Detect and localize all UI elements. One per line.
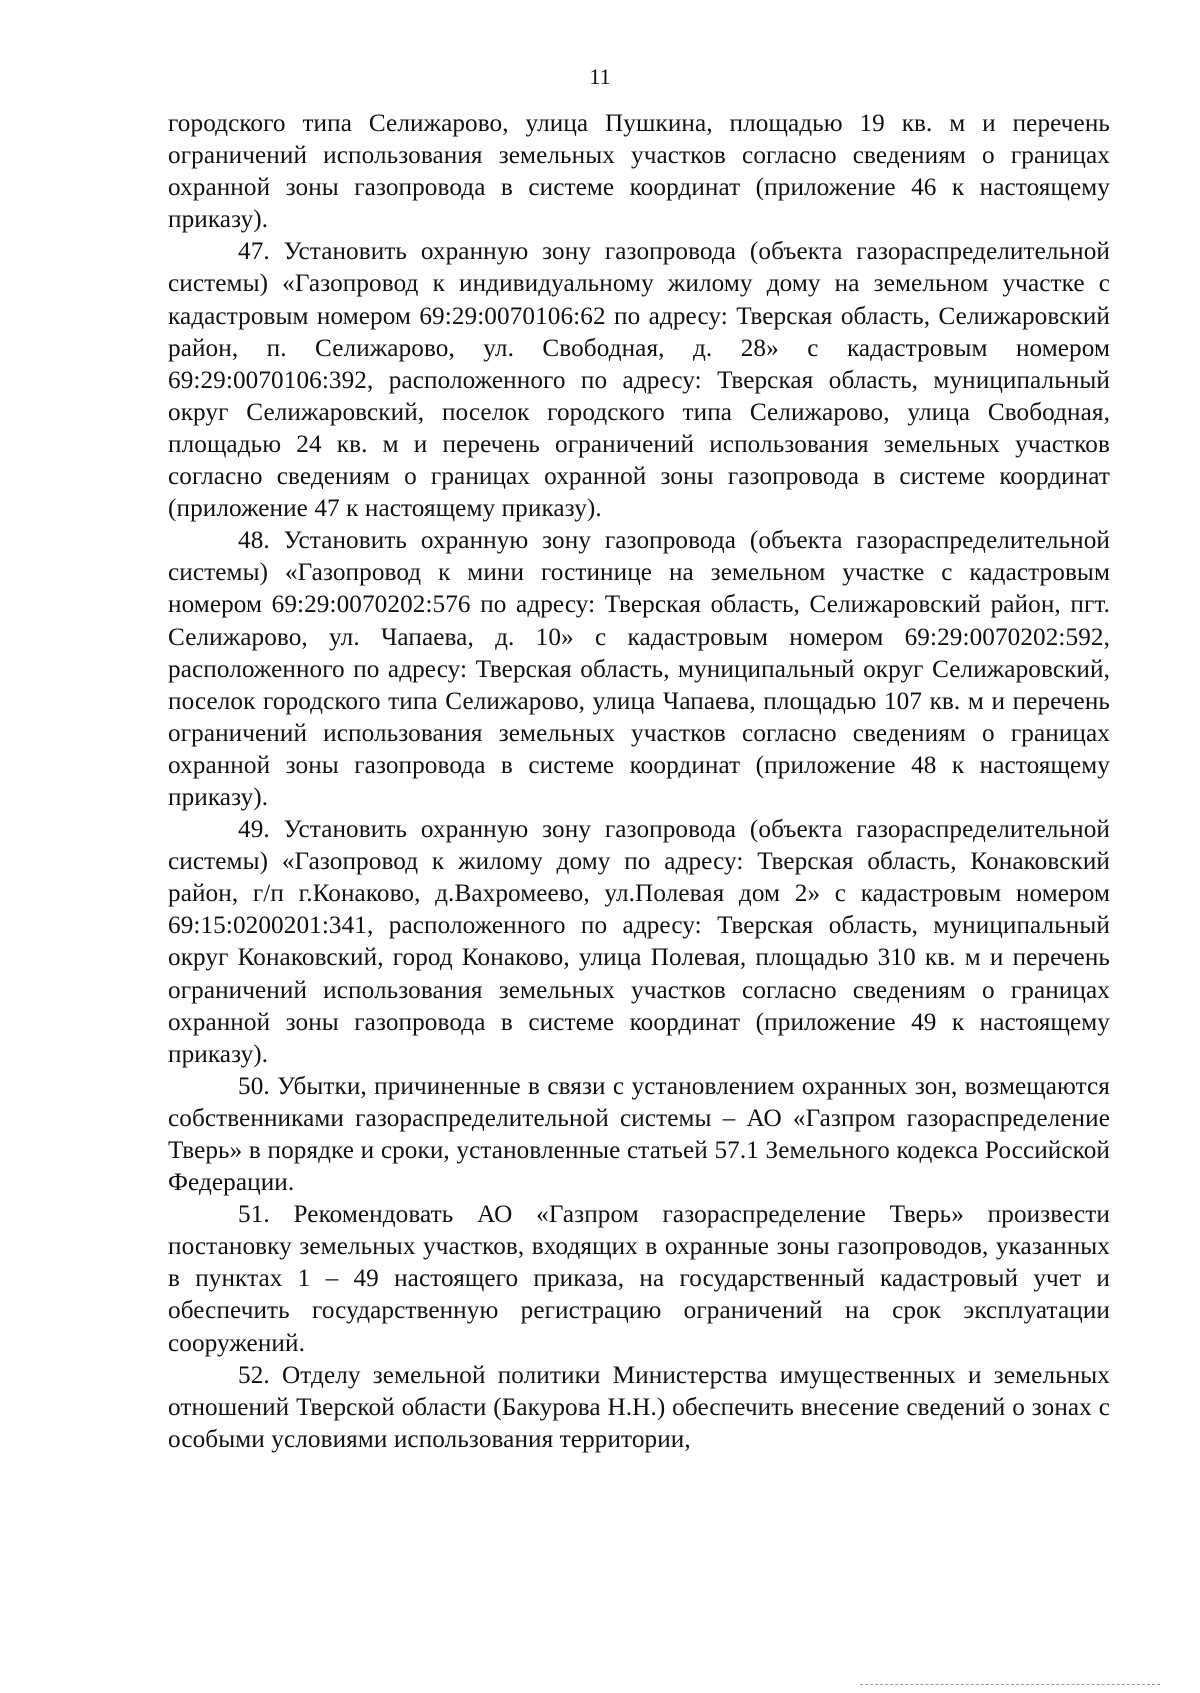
paragraph-item-52: 52. Отделу земельной политики Министерства имущественных и земельных отношений Тверской области (Бакурова Н.Н.) обеспечить внесение сведений о зонах с особыми условиями использования территории, (168, 1361, 1110, 1453)
paragraph-item-48: 48. Установить охранную зону газопровода (объекта газораспределительной системы) «Газопровод к мини гостинице на земельном участке с кадастровым номером 69:29:0070202:576 по адресу: Тверская область, Селижаровский район, пгт. Селижарово, ул. Чапаева, д. 10» с кадастровым номером 69:29:0070202:592, расположенного по адресу: Тверская область, муниципальный округ Селижаровский, поселок городского типа Селижарово, улица Чапаева, площадью 107 кв. м и перечень ограничений использования земельных участков согласно сведениям о границах охранной зоны газопровода в системе координат (приложение 48 к настоящему приказу). (168, 527, 1110, 811)
paragraph-item-49: 49. Установить охранную зону газопровода (объекта газораспределительной системы) «Газопровод к жилому дому по адресу: Тверская область, Конаковский район, г/п г.Конаково, д.Вахромеево, ул.Полевая дом 2» с кадастровым номером 69:15:0200201:341, расположенного по адресу: Тверская область, муниципальный округ Конаковский, город Конаково, улица Полевая, площадью 310 кв. м и перечень ограничений использования земельных участков согласно сведениям о границах охранной зоны газопровода в системе координат (приложение 49 к настоящему приказу). (168, 816, 1110, 1068)
paragraph-item-47: 47. Установить охранную зону газопровода (объекта газораспределительной системы) «Газопровод к индивидуальному жилому дому на земельном участке с кадастровым номером 69:29:0070106:62 по адресу: Тверская область, Селижаровский район, п. Селижарово, ул. Свободная, д. 28» с кадастровым номером 69:29:0070106:392, расположенного по адресу: Тверская область, муниципальный округ Селижаровский, поселок городского типа Селижарово, улица Свободная, площадью 24 кв. м и перечень ограничений использования земельных участков согласно сведениям о границах охранной зоны газопровода в системе координат (приложение 47 к настоящему приказу). (168, 238, 1110, 523)
scan-artifact-divider (860, 1684, 1160, 1685)
paragraph-item-50: 50. Убытки, причиненные в связи с установлением охранных зон, возмещаются собственниками газораспределительной системы – АО «Газпром газораспределение Тверь» в порядке и сроки, установленные статьей 57.1 Земельного кодекса Российской Федерации. (168, 1072, 1110, 1197)
document-body (168, 108, 1110, 1456)
paragraph-continuation: городского типа Селижарово, улица Пушкина, площадью 19 кв. м и перечень ограничений использования земельных участков согласно сведениям о границах охранной зоны газопровода в системе координат (приложение 46 к настоящему приказу). (168, 110, 1110, 234)
page-number: 11 (589, 64, 611, 89)
paragraph-item-51: 51. Рекомендовать АО «Газпром газораспределение Тверь» произвести постановку земельных участков, входящих в охранные зоны газопроводов, указанных в пунктах 1 – 49 настоящего приказа, на государственный кадастровый учет и обеспечить государственную регистрацию ограничений на срок эксплуатации сооружений. (168, 1201, 1110, 1357)
